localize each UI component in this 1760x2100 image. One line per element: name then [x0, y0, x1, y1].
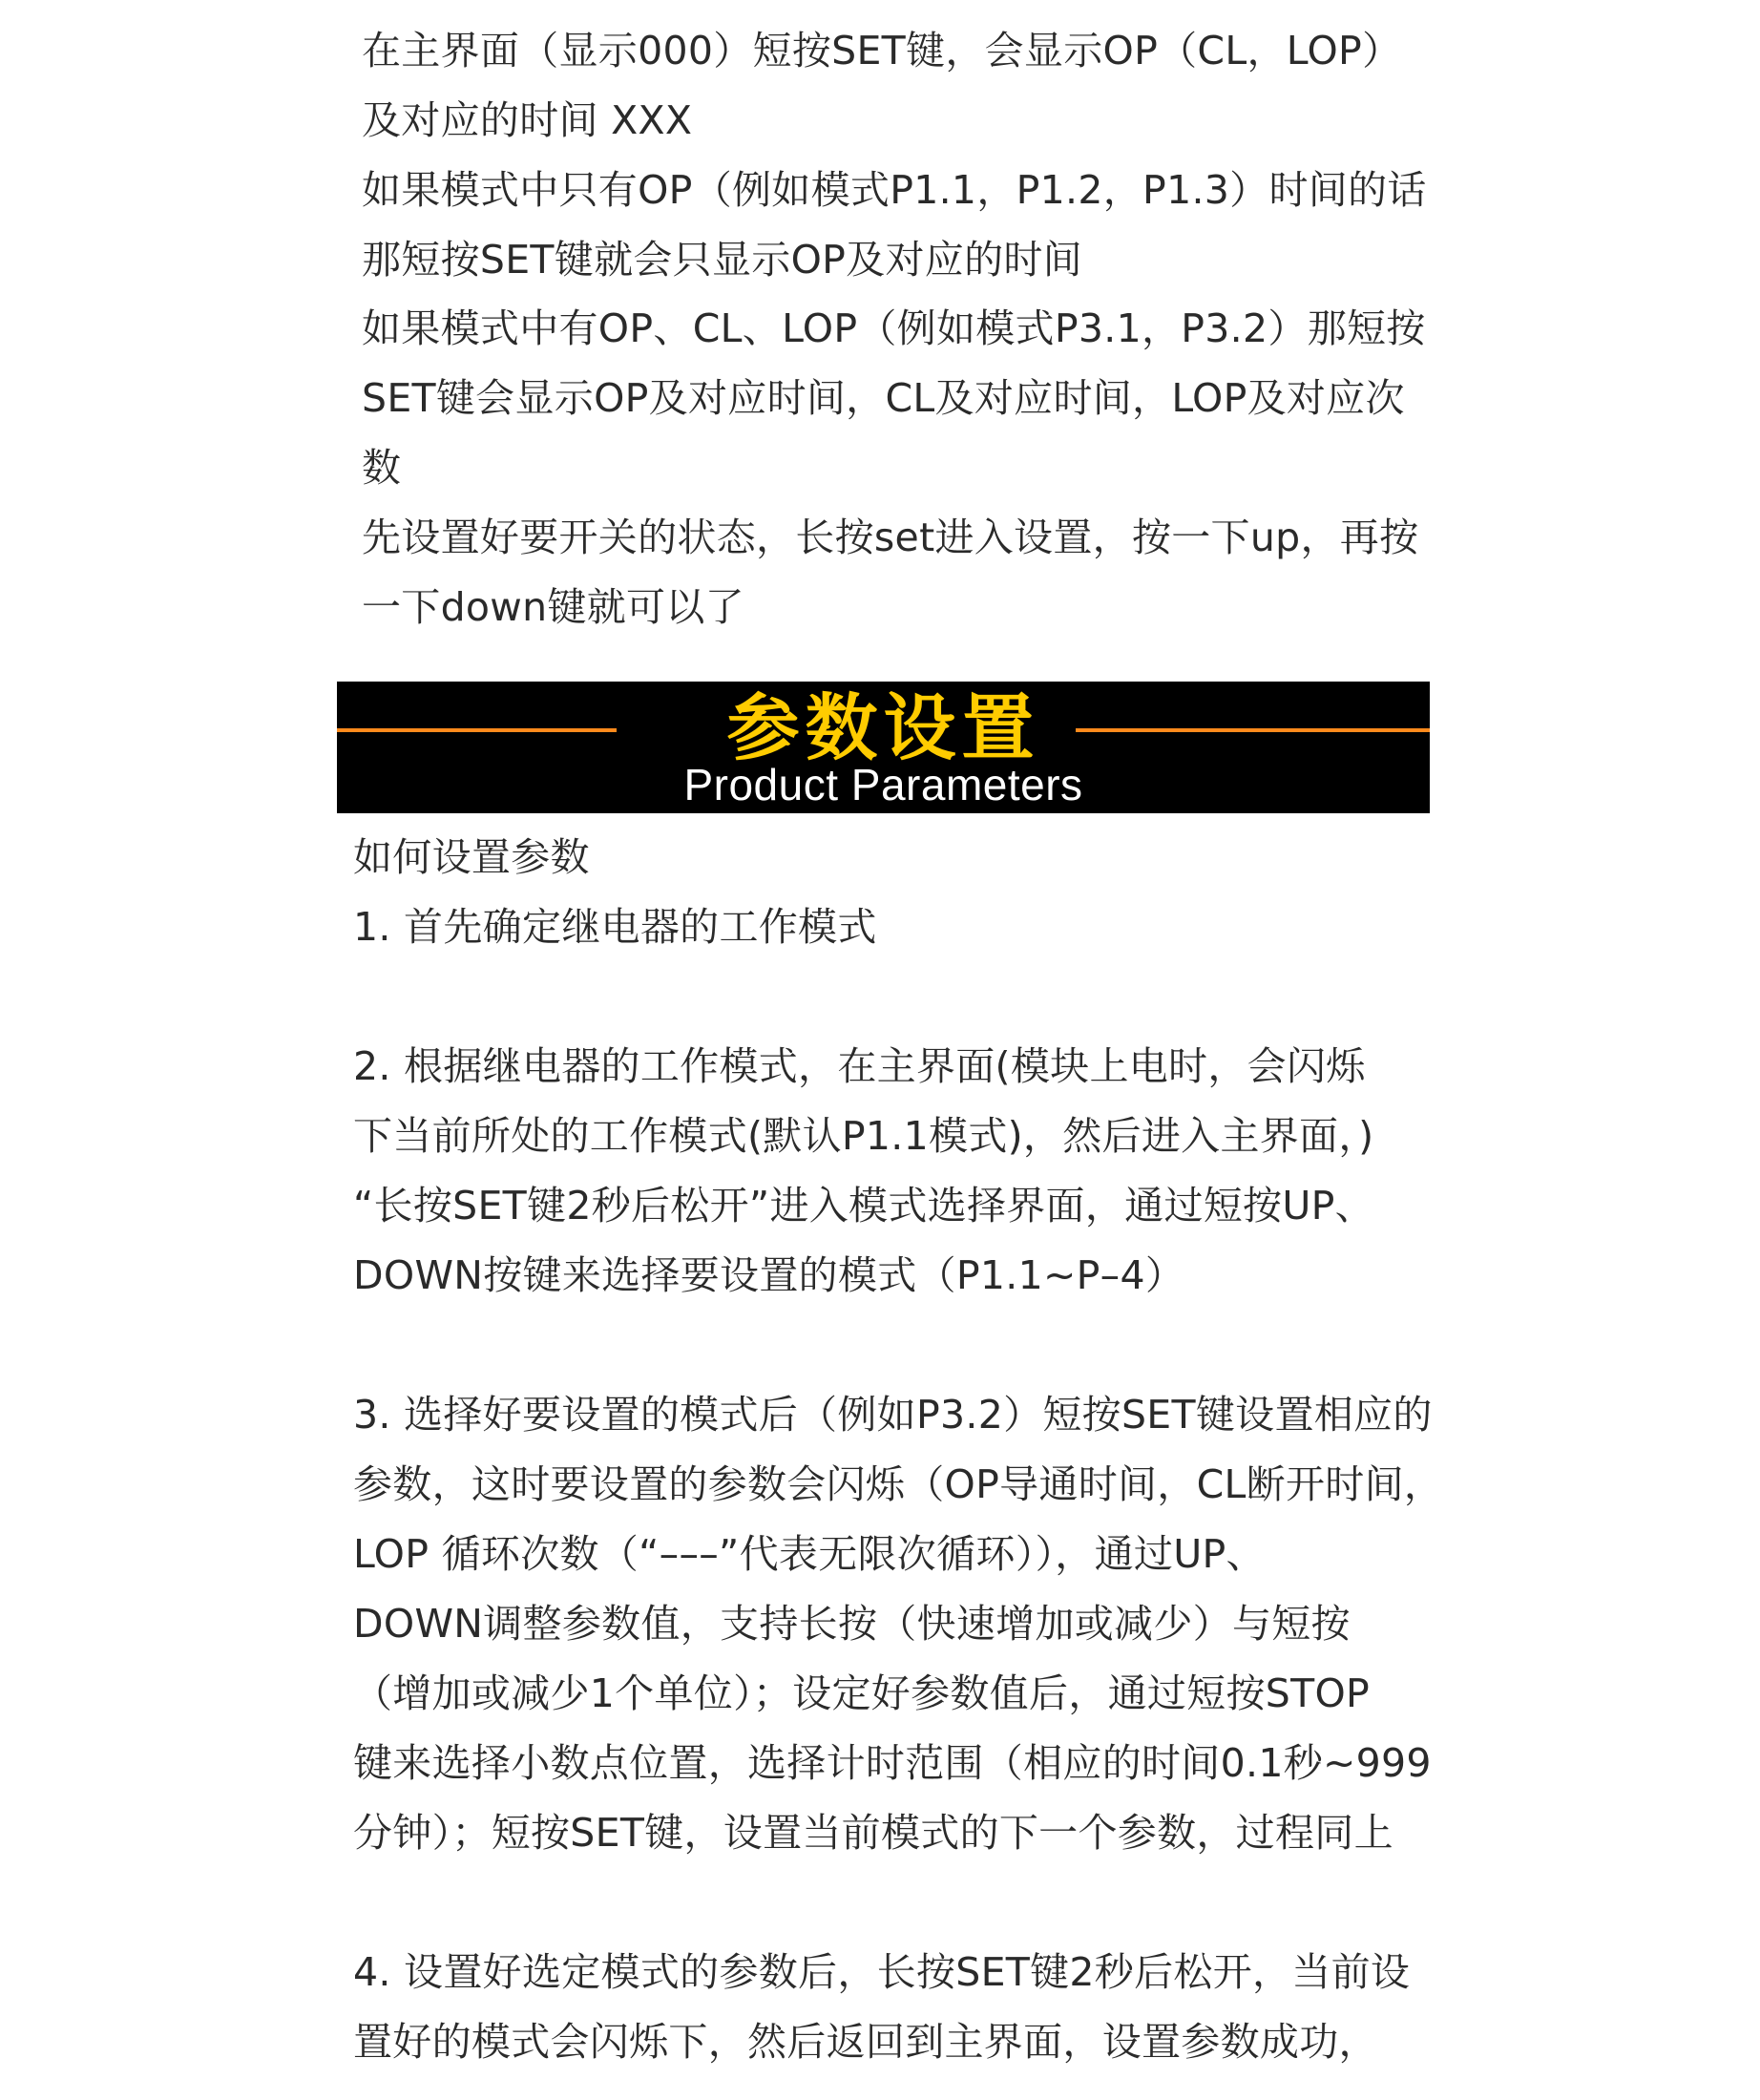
step-line: 3. 选择好要设置的模式后（例如P3.2）短按SET键设置相应的	[353, 1392, 1433, 1438]
intro-line: 如果模式中有OP、CL、LOP（例如模式P3.1，P3.2）那短按	[362, 305, 1426, 351]
step-line: 键来选择小数点位置，选择计时范围（相应的时间0.1秒~999	[353, 1740, 1432, 1786]
step-line: DOWN按键来选择要设置的模式（P1.1~P–4）	[353, 1252, 1185, 1298]
intro-line: SET键会显示OP及对应时间，CL及对应时间，LOP及对应次	[362, 375, 1405, 421]
step-line: 下当前所处的工作模式(默认P1.1模式)，然后进入主界面，)	[353, 1113, 1374, 1159]
section-banner	[337, 682, 1430, 813]
step-line: （增加或减少1个单位）；设定好参数值后，通过短按STOP	[353, 1670, 1371, 1716]
step-line: LOP 循环次数（“–––”代表无限次循环）），通过UP、	[353, 1531, 1266, 1577]
step-line: 1. 首先确定继电器的工作模式	[353, 904, 877, 950]
steps-heading: 如何设置参数	[353, 834, 590, 880]
step-line: “长按SET键2秒后松开”进入模式选择界面，通过短按UP、	[353, 1183, 1374, 1228]
intro-line: 及对应的时间 XXX	[362, 97, 693, 143]
step-line: 参数，这时要设置的参数会闪烁（OP导通时间，CL断开时间，	[353, 1461, 1444, 1507]
intro-line: 在主界面（显示000）短按SET键，会显示OP（CL，LOP）	[362, 28, 1402, 74]
intro-line: 那短按SET键就会只显示OP及对应的时间	[362, 237, 1082, 283]
step-line: 置好的模式会闪烁下，然后返回到主界面，设置参数成功，	[353, 2019, 1378, 2065]
intro-line: 一下down键就可以了	[362, 584, 744, 630]
intro-line: 先设置好要开关的状态，长按set进入设置，按一下up，再按	[362, 514, 1419, 560]
intro-line: 数	[362, 445, 402, 491]
banner-title: 参数设置	[726, 685, 1040, 770]
step-line: DOWN调整参数值，支持长按（快速增加或减少）与短按	[353, 1601, 1351, 1647]
step-line: 分钟）；短按SET键，设置当前模式的下一个参数，过程同上	[353, 1810, 1393, 1856]
intro-line: 如果模式中只有OP（例如模式P1.1，P1.2，P1.3）时间的话	[362, 167, 1427, 213]
step-line: 4. 设置好选定模式的参数后，长按SET键2秒后松开，当前设	[353, 1949, 1411, 1995]
step-line: 2. 根据继电器的工作模式，在主界面(模块上电时，会闪烁	[353, 1043, 1366, 1089]
banner-subtitle: Product Parameters	[683, 760, 1083, 809]
